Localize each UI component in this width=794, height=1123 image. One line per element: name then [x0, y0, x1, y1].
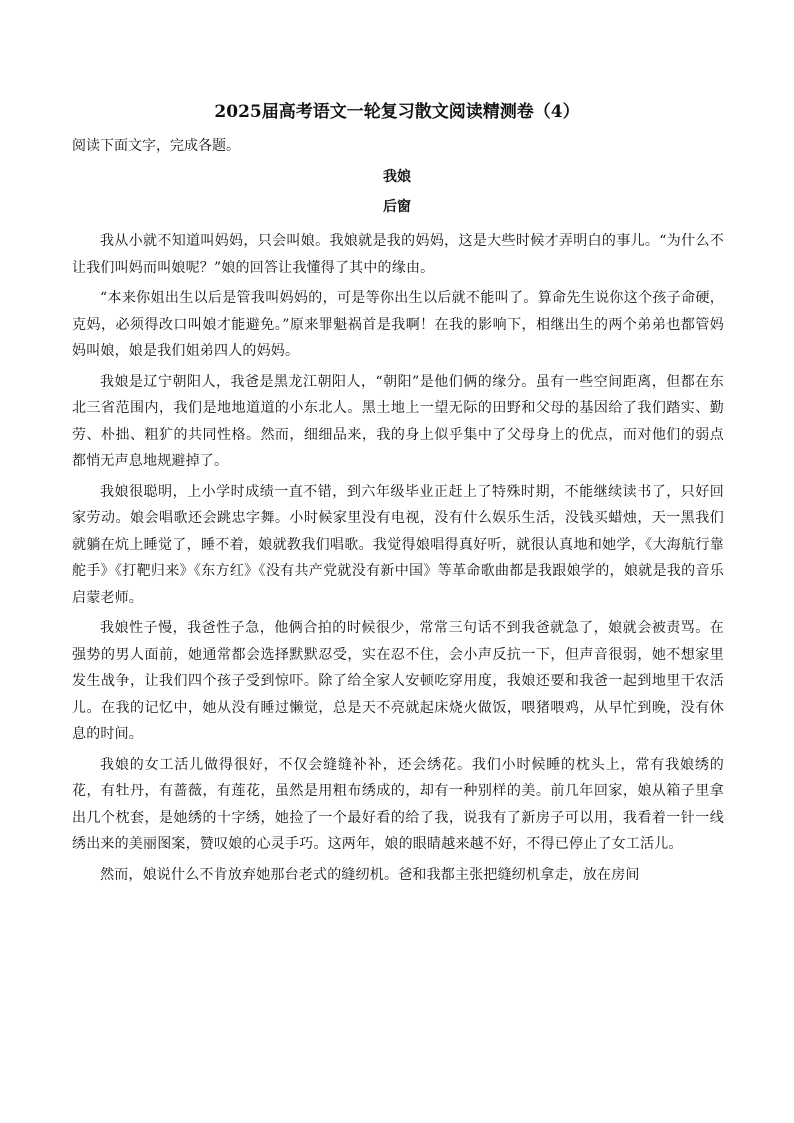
document-title: 2025届高考语文一轮复习散文阅读精测卷（4） — [214, 102, 580, 122]
paragraph: 然而，娘说什么不肯放弃她那台老式的缝纫机。爸和我都主张把缝纫机拿走，放在房间 — [100, 866, 640, 883]
reading-instruction: 阅读下面文字，完成各题。 — [72, 138, 240, 154]
paragraph: 我娘性子慢，我爸性子急，他俩合拍的时候很少，常常三句话不到我爸就急了，娘就会被责骂。在强势的男人面前，她通常都会选择默默忍受，实在忍不住，会小声反抗一下，但声音很弱，她不想家里发生战争，让我们四个孩子受到惊吓。除了给全家人安顿吃穿用度，我娘还要和我爸一起到地里干农活儿。在我的记忆中，她从没有睡过懒觉，总是天不亮就起床烧火做饭，喂猪喂鸡，从早忙到晚，没有休息的时间。 — [72, 620, 724, 742]
paragraph: 我娘的女工活儿做得很好，不仅会缝缝补补，还会绣花。我们小时候睡的枕头上，常有我娘绣的花，有牡丹，有蔷薇，有莲花，虽然是用粗布绣成的，却有一种别样的美。前几年回家，娘从箱子里拿出几个枕套，是她绣的十字绣，她捡了一个最好看的给了我，说我有了新房子可以用，我看着一针一线绣出来的美丽图案，赞叹娘的心灵手巧。这两年，娘的眼睛越来越不好，不得已停止了女工活儿。 — [72, 756, 724, 852]
paragraph: “本来你姐出生以后是管我叫妈妈的，可是等你出生以后就不能叫了。算命先生说你这个孩子命硬，克妈，必须得改口叫娘才能避免。”原来罪魁祸首是我啊！在我的影响下，相继出生的两个弟弟也都管妈妈叫娘，娘是我们姐弟四人的妈妈。 — [72, 290, 724, 359]
essay-title: 我娘 — [383, 169, 411, 185]
essay-body — [72, 228, 724, 892]
essay-author: 后窗 — [383, 199, 411, 215]
paragraph: 我从小就不知道叫妈妈，只会叫娘。我娘就是我的妈妈，这是大些时候才弄明白的事儿。“为什么不让我们叫妈而叫娘呢？”娘的回答让我懂得了其中的缘由。 — [72, 233, 724, 276]
paragraph: 我娘很聪明，上小学时成绩一直不错，到六年级毕业正赶上了特殊时期，不能继续读书了，只好回家劳动。娘会唱歌还会跳忠字舞。小时候家里没有电视，没有什么娱乐生活，没钱买蜡烛，天一黑我们就躺在炕上睡觉了，睡不着，娘就教我们唱歌。我觉得娘唱得真好听，就很认真地和她学，《大海航行靠舵手》《打靶归来》《东方红》《没有共产党就没有新中国》等革命歌曲都是我跟娘学的，娘就是我的音乐启蒙老师。 — [72, 483, 724, 606]
paragraph: 我娘是辽宁朝阳人，我爸是黑龙江朝阳人，“朝阳”是他们俩的缘分。虽有一些空间距离，但都在东北三省范围内，我们是地地道道的小东北人。黑土地上一望无际的田野和父母的基因给了我们踏实、勤劳、朴拙、粗犷的共同性格。然而，细细品来，我的身上似乎集中了父母身上的优点，而对他们的弱点都悄无声息地规避掉了。 — [72, 373, 724, 469]
